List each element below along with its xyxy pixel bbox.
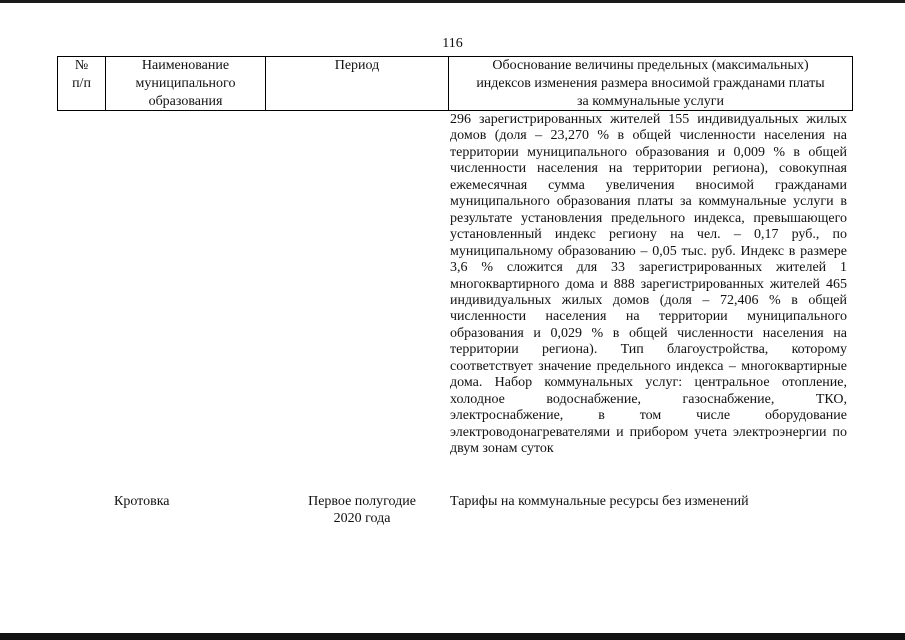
row-period-line: Первое полугодие (308, 494, 416, 509)
header-line: муниципального (135, 76, 236, 91)
header-municipality (106, 57, 266, 110)
row-municipality-name: Кротовка (114, 494, 170, 509)
header-justification (449, 57, 852, 110)
header-line: п/п (72, 76, 91, 91)
table-header (57, 56, 853, 111)
header-line: № (74, 58, 89, 73)
row-period (300, 493, 424, 527)
header-line: образования (148, 94, 223, 109)
page-number: 116 (442, 36, 463, 51)
header-line: за коммунальные услуги (576, 94, 725, 109)
justification-continuation-text: 296 зарегистрированных жителей 155 индивидуальных жилых домов (доля – 23,270 % в общей численности населения на территории муниципального образования и 0,009 % в общей численности населения на территории региона), совокупная ежемесячная сумма увеличения вносимой гражданами муниципального образования платы за коммунальные услуги в результате установления предельного индекса, превышающего установленный индекс региону на чел. – 0,17 руб., по муниципальному образованию – 0,05 тыс. руб. Индекс в размере 3,6 % сложится для 33 зарегистрированных жителей 1 многоквартирного дома и 888 зарегистрированных жителей 465 индивидуальных жилых домов (доля – 72,406 % в общей численности населения на территории муниципального образования и 0,029 % в общей численности населения на территории региона). Тип благоустройства, которому соответствует значение предельного индекса – многоквартирные дома. Набор коммунальных услуг: центральное отопление, холодное водоснабжение, газоснабжение, ТКО, электроснабжение, в том числе оборудование электроводонагревателями и прибором учета электроэнергии по двум зонам суток (450, 112, 847, 457)
row-justification: Тарифы на коммунальные ресурсы без изменений (450, 494, 749, 509)
scan-edge-top (0, 0, 905, 3)
header-line: Период (334, 58, 380, 73)
header-line: индексов изменения размера вносимой гражданами платы (476, 76, 825, 91)
row-period-line: 2020 года (333, 511, 391, 526)
scan-edge-bottom (0, 633, 905, 640)
header-line: Наименование (141, 58, 230, 73)
header-period (266, 57, 449, 110)
header-number (58, 57, 106, 110)
header-line: Обоснование величины предельных (максимальных) (492, 58, 809, 73)
